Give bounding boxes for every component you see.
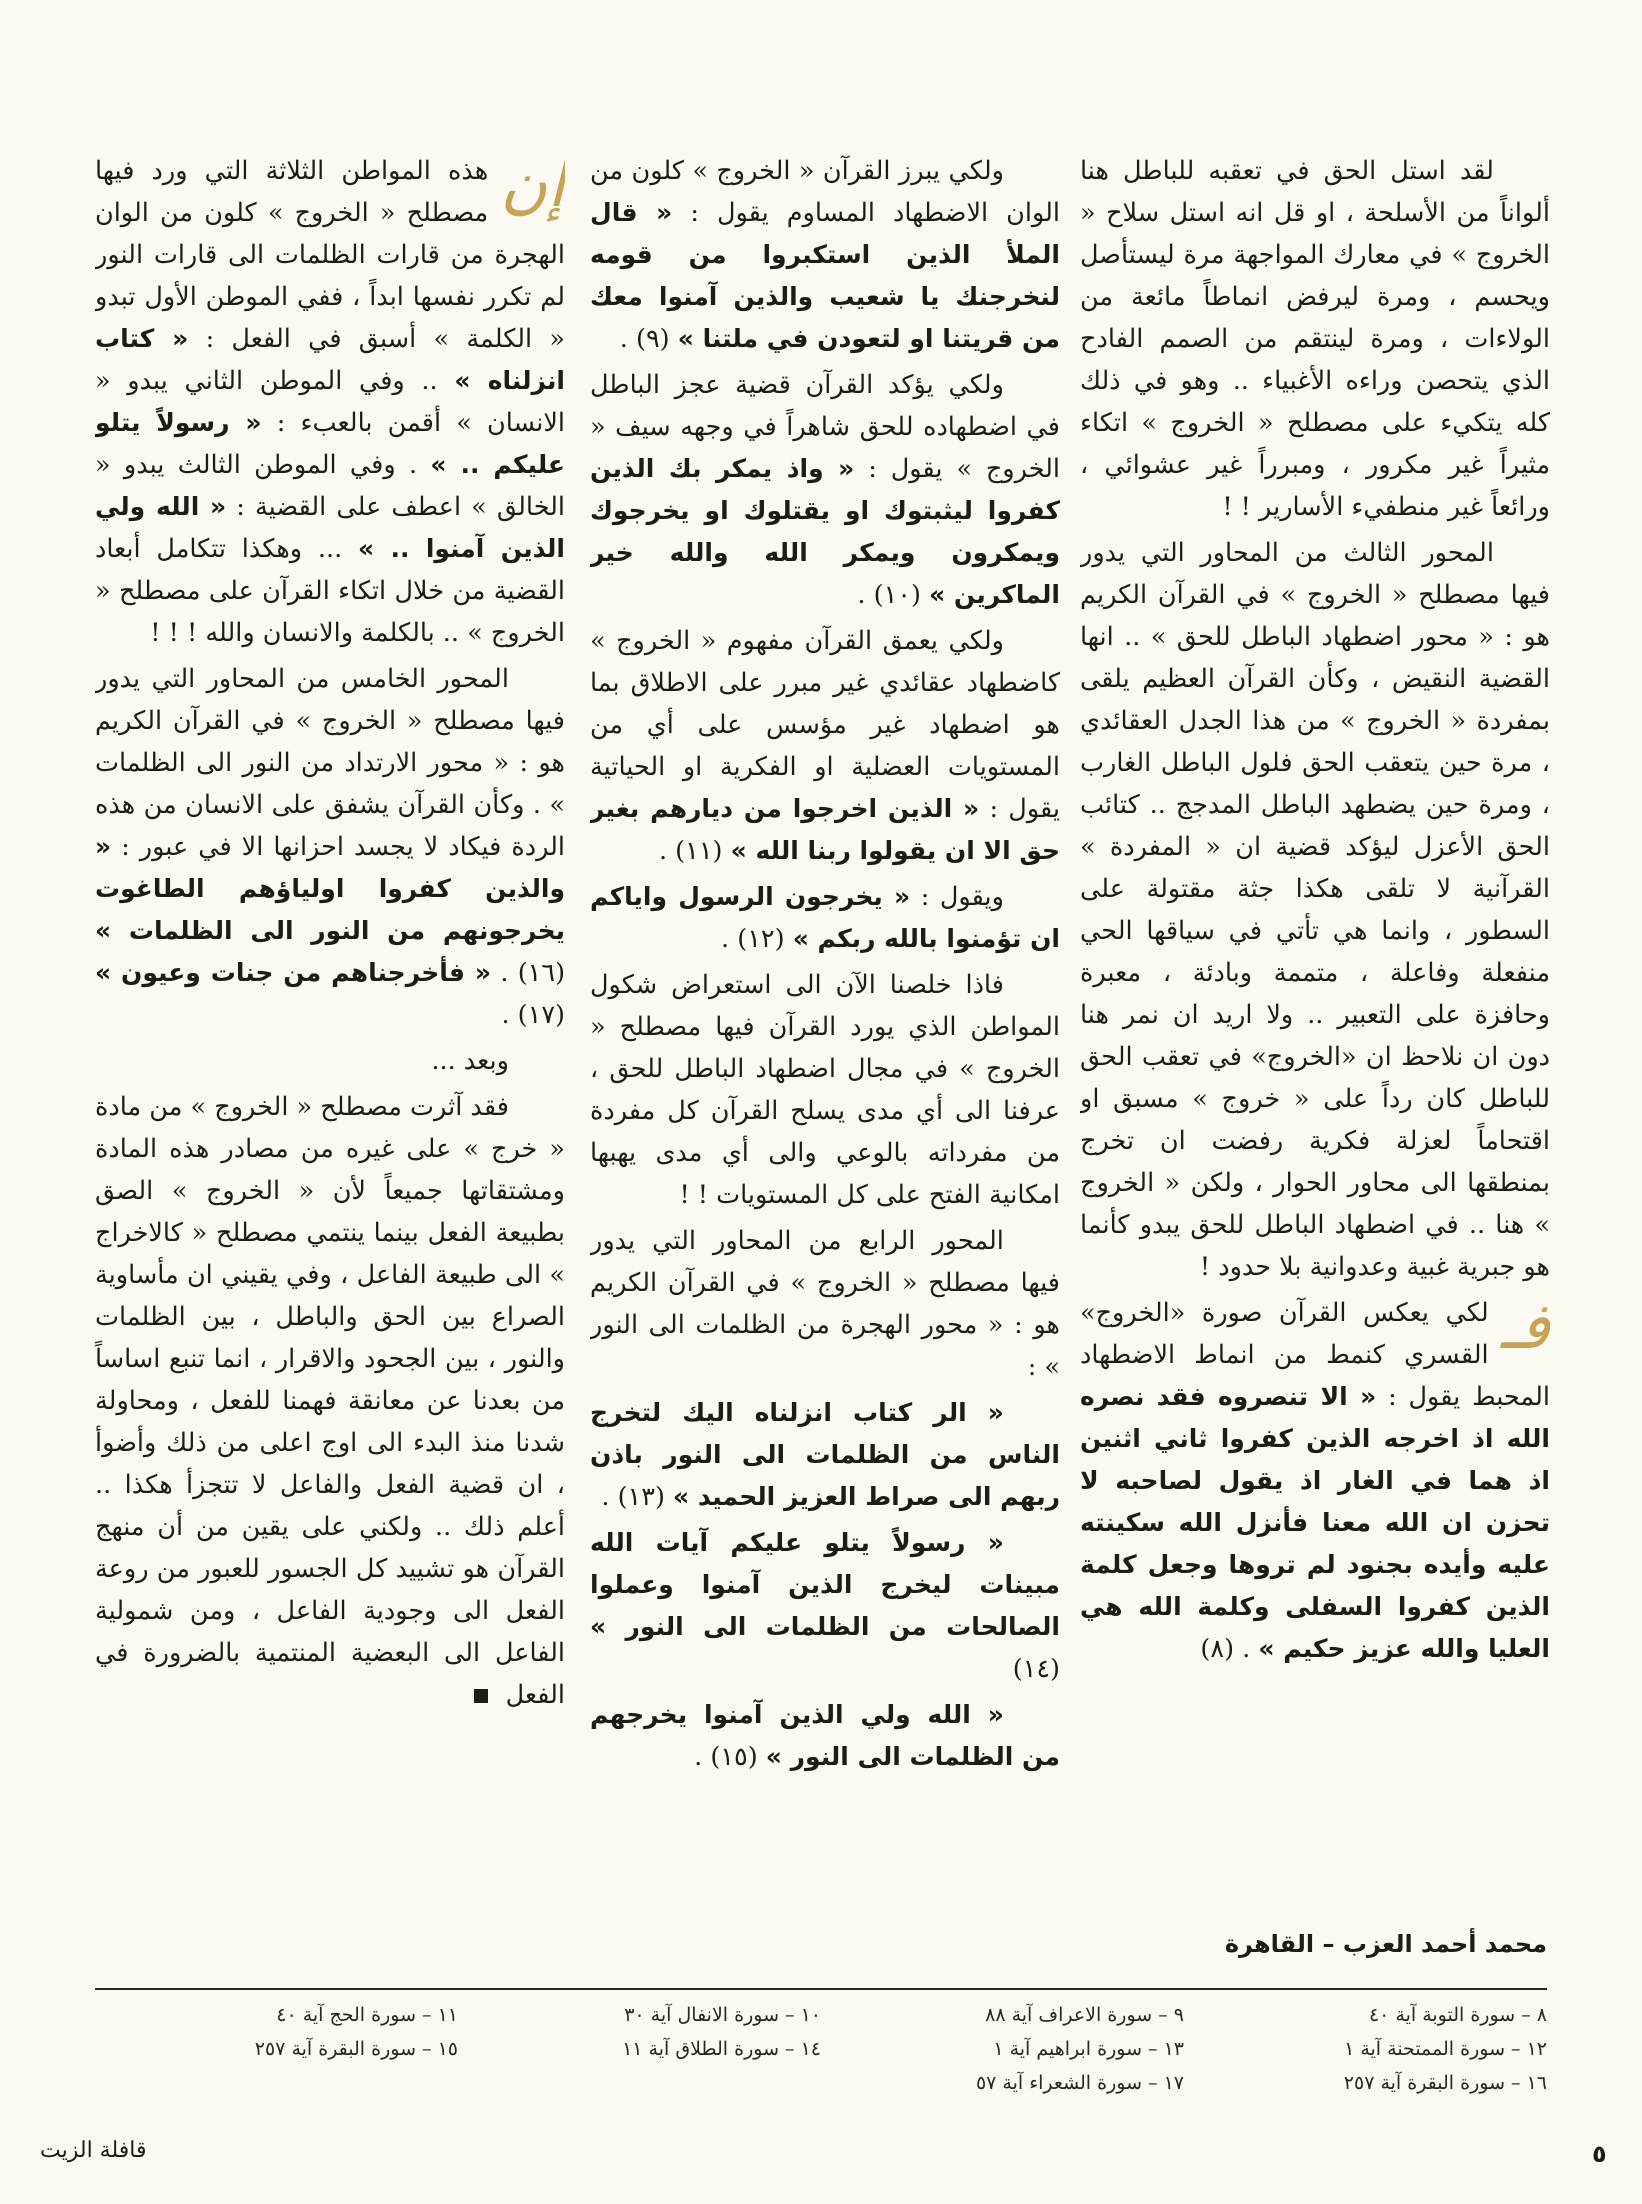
dropcap-initial: فـ [1500,1290,1550,1364]
quran-quote: « رسولاً يتلو عليكم آيات الله مبينات ليخرج الذين آمنوا وعملوا الصالحات من الظلمات الى النور » [590,1528,1060,1641]
footnote-item: ٨ – سورة التوبة آية ٤٠ [1368,2004,1547,2026]
quran-quote: « الله ولي الذين آمنوا .. » [95,492,565,563]
paragraph: لقد استل الحق في تعقبه للباطل هنا ألواناً من الأسلحة ، او قل انه استل سلاح « الخروج » في معارك المواجهة مرة ليستأصل ويحسم ، ومرة ليرفض انماطاً مائعة من الولاءات ، ومرة لينتقم من الصمم الفادح الذي يتحصن وراءه الأغبياء .. وهو في ذلك كله يتكيء على مصطلح « الخروج » اتكاء مثيراً غير مكرور ، ومبرراً غير عشوائي ، ورائعاً غير منطفيء الأسارير ! ! [1080,156,1550,522]
paragraph-text: هذه المواطن الثلاثة التي ورد فيها مصطلح « الخروج » كلون من الوان الهجرة من قارات الظلمات الى قارات النور لم تكرر نفسها ابداً ، ففي الموطن الأول تبدو « الكلمة » أسبق في الفعل : [95,156,565,354]
paragraph [95,150,565,654]
page-number: ٥ [1592,2140,1607,2168]
quran-quote: « كتاب انزلناه » [95,324,565,395]
footnote-ref: . (٨) [1200,1634,1251,1664]
footnote-ref: (١٦) . [500,958,565,988]
paragraph-intro: لكي يعكس القرآن صورة «الخروج» القسري كنمط من انماط الاضطهاد المحبط يقول : [1080,1298,1550,1412]
footnote-ref: (١٢) . [721,924,785,954]
quran-quote: « يخرجون الرسول واياكم ان تؤمنوا بالله ربكم » [590,882,1060,953]
article-column-left [95,150,565,1910]
footnote-item: ١٢ – سورة الممتحنة آية ١ [1344,2038,1547,2060]
footnote-ref: (٩) . [619,324,670,354]
quran-quote: « الذين اخرجوا من ديارهم بغير حق الا ان يقولوا ربنا الله » [590,794,1060,865]
paragraph [590,620,1060,872]
footnote-ref: (١٧) . [501,1000,565,1030]
footnote-item: ١٧ – سورة الشعراء آية ٥٧ [975,2072,1184,2094]
paragraph [95,1086,565,1716]
paragraph [590,150,1060,360]
quran-quote: « واذ يمكر بك الذين كفروا ليثبتوك او يقتلوك او يخرجوك ويمكرون ويمكر الله والله خير الماكرين » [590,454,1060,609]
footnotes [95,1998,1547,2100]
footnote-item: ١١ – سورة الحج آية ٤٠ [276,2004,458,2026]
quran-quote: « الله ولي الذين آمنوا يخرجهم من الظلمات الى النور » [590,1700,1060,1771]
footnote-ref: (١٠) . [857,580,921,610]
end-of-article-mark [474,1689,488,1703]
paragraph: المحور الرابع من المحاور التي يدور فيها مصطلح « الخروج » في القرآن الكريم هو : « محور الهجرة من الظلمات الى النور » : [590,1226,1060,1382]
footnote-item: ١٤ – سورة الطلاق آية ١١ [622,2038,821,2060]
quran-quote: « رسولاً يتلو عليكم .. » [95,408,565,479]
paragraph-intro: ولكي يؤكد القرآن قضية عجز الباطل في اضطهاده للحق شاهراً في وجهه سيف « الخروج » يقول : [590,370,1060,484]
magazine-name: قافلة الزيت [40,2138,147,2163]
paragraph [590,876,1060,960]
footnote-item: ١٥ – سورة البقرة آية ٢٥٧ [254,2038,458,2060]
paragraph-text: ... وهكذا تتكامل أبعاد القضية من خلال اتكاء القرآن على مصطلح « الخروج » .. بالكلمة والانسان والله ! ! ! [95,534,565,648]
paragraph-text: فقد آثرت مصطلح « الخروج » من مادة « خرج » على غيره من مصادر هذه المادة ومشتقاتها جميعاً لأن « الخروج » الصق بطبيعة الفعل بينما ينتمي مصطلح « كالاخراج » الى طبيعة الفاعل ، وفي يقيني ان مأساوية الصراع بين الحق والباطل ، بين الظلمات والنور ، بين الجحود والاقرار ، انما تنبع اساساً من بعدنا عن معانقة فهمنا للفعل ، ومحاولة شدنا منذ البدء الى اوج اعلى من ذلك وأضوأ ، ان قضية الفعل والفاعل لا تتجزأ هكذا .. أعلم ذلك .. ولكني على يقين من أن منهج القرآن هو تشييد كل الجسور للعبور من روعة الفعل الى وجودية الفاعل ، ومن شمولية الفاعل الى البعضية المنتمية بالضرورة في الفعل [95,1092,565,1710]
paragraph [590,1522,1060,1690]
paragraph: فاذا خلصنا الآن الى استعراض شكول المواطن الذي يورد القرآن فيها مصطلح « الخروج » في مجال اضطهاد الباطل للحق ، عرفنا الى أي مدى يسلح القرآن كل مفردة من مفرداته بالوعي والى أي مدى يهبها امكانية الفتح على كل المستويات ! ! [590,970,1060,1210]
article-column-right [1080,150,1550,1910]
footnote-ref: (١١) . [658,836,723,866]
paragraph: وبعد ... [431,1046,509,1076]
paragraph [590,1392,1060,1518]
footnote-item: ١٦ – سورة البقرة آية ٢٥٧ [1343,2072,1547,2094]
paragraph [95,658,565,1036]
footnote-ref: (١٤) [1012,1654,1060,1684]
paragraph-intro: ويقول : [920,882,1004,912]
footnote-ref: (١٥) . [694,1742,758,1772]
footnote-item: ١٣ – سورة ابراهيم آية ١ [993,2038,1184,2060]
footnote-divider [95,1988,1547,1990]
quran-quote: « الر كتاب انزلناه اليك لتخرج الناس من الظلمات الى النور باذن ربهم الى صراط العزيز الحميد » [590,1398,1060,1511]
quran-quote: « قال الملأ الذين استكبروا من قومه لنخرجنك يا شعيب والذين آمنوا معك من قريتنا او لتعودن في ملتنا » [590,198,1060,353]
footnote-item: ١٠ – سورة الانفال آية ٣٠ [624,2004,821,2026]
quran-quote: « والذين كفروا اولياؤهم الطاغوت يخرجونهم من النور الى الظلمات » [95,832,565,945]
paragraph-intro: ولكي يعمق القرآن مفهوم « الخروج » كاضطهاد عقائدي غير مبرر على الاطلاق بما هو اضطهاد غير مؤسس على أي من المستويات العضلية او الفكرية او الحياتية يقول : [590,626,1060,824]
author-byline: محمد أحمد العزب – القاهرة [1224,1930,1547,1958]
paragraph: المحور الثالث من المحاور التي يدور فيها مصطلح « الخروج » في القرآن الكريم هو : « محور اضطهاد الباطل للحق » .. انها القضية النقيض ، وكأن القرآن العظيم يلقى بمفردة « الخروج » من هذا الجدل العقائدي ، مرة حين يتعقب الحق فلول الباطل الغارب ، ومرة حين يضطهد الباطل المدجج .. كتائب الحق الأعزل ليؤكد قضية ان « المفردة » القرآنية لا تلقى هكذا جثة مقتولة على السطور ، وانما هي تأتي في سياقها الحي منفعلة وفاعلة ، متممة وبادئة ، معبرة وحافزة على التعبير .. ولا اريد ان نمر هنا دون ان نلاحظ ان «الخروج» في تعقب الحق للباطل كان رداً على « خروج » مسبق او اقتحاماً لعزلة فكرية رفضت ان تخرج بمنطقها الى محاور الحوار ، ولكن « الخروج » هنا .. في اضطهاد الباطل للحق يبدو كأنما هو جبرية غبية وعدوانية بلا حدود ! [1080,538,1550,1282]
paragraph-text: . وفي الموطن الثالث يبدو « الخالق » اعطف على القضية : [95,450,565,522]
paragraph [590,364,1060,616]
paragraph-intro: المحور الخامس من المحاور التي يدور فيها مصطلح « الخروج » في القرآن الكريم هو : « محور الارتداد من النور الى الظلمات » . وكأن القرآن يشفق على الانسان من هذه الردة فيكاد لا يجسد احزانها الا في عبور : [95,664,565,862]
paragraph-text: .. وفي الموطن الثاني يبدو « الانسان » أقمن بالعبء : [95,366,565,438]
quran-quote: « الا تنصروه فقد نصره الله اذ اخرجه الذين كفروا ثاني اثنين اذ هما في الغار اذ يقول لصاحبه لا تحزن ان الله معنا فأنزل الله سكينته عليه وأيده بجنود لم تروها وجعل كلمة الذين كفروا السفلى وكلمة الله هي العليا والله عزيز حكيم » [1080,1382,1550,1663]
footnote-item: ٩ – سورة الاعراف آية ٨٨ [985,2004,1184,2026]
article-column-middle [590,150,1060,1910]
paragraph-intro: ولكي يبرز القرآن « الخروج » كلون من الوان الاضطهاد المساوم يقول : [590,156,1060,228]
dropcap-initial: إن [500,150,565,222]
paragraph [1080,1292,1550,1670]
footnote-ref: (١٣) . [601,1482,665,1512]
paragraph [590,1694,1060,1778]
quran-quote: « فأخرجناهم من جنات وعيون » [95,958,492,987]
